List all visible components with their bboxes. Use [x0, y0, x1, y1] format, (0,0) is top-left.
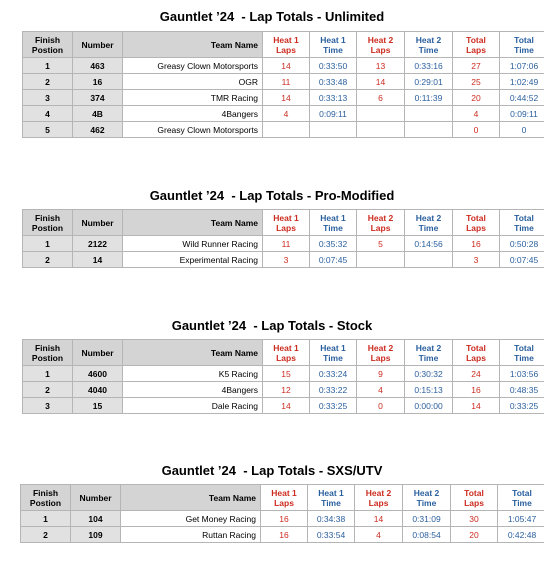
section-unlimited: [0, 0, 544, 150]
total-time-cell: 1:05:47: [498, 511, 544, 527]
total-laps-cell: 25: [453, 74, 500, 90]
heat2-laps-cell: 14: [357, 74, 405, 90]
team-name-header: Team Name: [123, 210, 263, 236]
total-time-header: Total Time: [500, 340, 544, 366]
heat1-time-header: Heat 1 Time: [310, 210, 357, 236]
number-cell: 15: [73, 398, 123, 414]
heat1-time-cell: 0:33:24: [310, 366, 357, 382]
total-time-cell: 0:33:25: [500, 398, 544, 414]
finish-position-cell: 3: [23, 90, 73, 106]
finish-position-cell: 3: [23, 398, 73, 414]
section-sxs-utv: [0, 454, 544, 549]
total-laps-header: Total Laps: [453, 340, 500, 366]
heat1-time-header: Heat 1 Time: [308, 485, 355, 511]
table-row: [23, 122, 544, 138]
heat2-time-cell: 0:11:39: [405, 90, 453, 106]
heat1-laps-cell: [263, 122, 310, 138]
total-time-cell: 1:02:49: [500, 74, 544, 90]
total-laps-cell: 24: [453, 366, 500, 382]
table-row: [23, 58, 544, 74]
team-name-cell: TMR Racing: [123, 90, 263, 106]
heat1-laps-cell: 14: [263, 58, 310, 74]
number-header: Number: [71, 485, 121, 511]
finish-position-header: Finish Postion: [21, 485, 71, 511]
heat2-laps-cell: [357, 122, 405, 138]
number-cell: 16: [73, 74, 123, 90]
section-title: Gauntlet ’24 - Lap Totals - SXS/UTV: [161, 463, 383, 478]
heat2-time-cell: 0:29:01: [405, 74, 453, 90]
team-name-header: Team Name: [123, 340, 263, 366]
section-title: Gauntlet ’24 - Lap Totals - Unlimited: [159, 9, 385, 24]
total-laps-header: Total Laps: [453, 210, 500, 236]
team-name-cell: Greasy Clown Motorsports: [123, 58, 263, 74]
number-cell: 104: [71, 511, 121, 527]
lap-totals-table: [20, 484, 544, 543]
heat1-time-cell: 0:33:25: [310, 398, 357, 414]
total-time-cell: 0: [500, 122, 544, 138]
total-time-cell: 0:48:35: [500, 382, 544, 398]
section-pro-modified: [0, 179, 544, 269]
total-time-header: Total Time: [500, 32, 544, 58]
heat2-time-header: Heat 2 Time: [405, 340, 453, 366]
heat1-laps-cell: 16: [261, 527, 308, 543]
total-laps-cell: 30: [451, 511, 498, 527]
total-laps-cell: 20: [451, 527, 498, 543]
section-stock: [0, 309, 544, 419]
heat1-laps-cell: 4: [263, 106, 310, 122]
table-row: [23, 74, 544, 90]
number-cell: 14: [73, 252, 123, 268]
heat2-time-cell: 0:30:32: [405, 366, 453, 382]
heat1-time-cell: [310, 122, 357, 138]
heat1-time-cell: 0:33:13: [310, 90, 357, 106]
total-laps-cell: 0: [453, 122, 500, 138]
total-time-cell: 0:44:52: [500, 90, 544, 106]
finish-position-cell: 1: [23, 366, 73, 382]
total-time-cell: 0:07:45: [500, 252, 544, 268]
heat1-laps-cell: 11: [263, 74, 310, 90]
heat1-laps-cell: 3: [263, 252, 310, 268]
finish-position-cell: 4: [23, 106, 73, 122]
table-row: [23, 252, 544, 268]
team-name-cell: 4Bangers: [123, 106, 263, 122]
lap-totals-table: [22, 209, 544, 268]
team-name-cell: Dale Racing: [123, 398, 263, 414]
heat1-laps-header: Heat 1 Laps: [261, 485, 308, 511]
heat1-time-cell: 0:33:22: [310, 382, 357, 398]
finish-position-cell: 1: [21, 511, 71, 527]
table-row: [23, 236, 544, 252]
total-laps-cell: 16: [453, 236, 500, 252]
heat1-time-cell: 0:09:11: [310, 106, 357, 122]
finish-position-cell: 2: [23, 74, 73, 90]
heat1-laps-header: Heat 1 Laps: [263, 210, 310, 236]
number-header: Number: [73, 32, 123, 58]
finish-position-cell: 2: [23, 252, 73, 268]
heat2-time-header: Heat 2 Time: [405, 210, 453, 236]
heat2-laps-cell: 0: [357, 398, 405, 414]
heat2-laps-header: Heat 2 Laps: [357, 340, 405, 366]
finish-position-header: Finish Postion: [23, 210, 73, 236]
heat2-time-header: Heat 2 Time: [405, 32, 453, 58]
heat2-time-header: Heat 2 Time: [403, 485, 451, 511]
heat2-laps-cell: 5: [357, 236, 405, 252]
total-time-cell: 0:09:11: [500, 106, 544, 122]
table-row: [23, 382, 544, 398]
heat2-time-cell: 0:33:16: [405, 58, 453, 74]
team-name-cell: 4Bangers: [123, 382, 263, 398]
header-row: [23, 340, 544, 366]
heat2-time-cell: [405, 122, 453, 138]
total-laps-header: Total Laps: [453, 32, 500, 58]
heat2-laps-cell: 14: [355, 511, 403, 527]
heat2-time-cell: 0:14:56: [405, 236, 453, 252]
team-name-header: Team Name: [121, 485, 261, 511]
total-laps-cell: 16: [453, 382, 500, 398]
heat1-laps-cell: 16: [261, 511, 308, 527]
team-name-cell: K5 Racing: [123, 366, 263, 382]
heat1-time-header: Heat 1 Time: [310, 340, 357, 366]
table-row: [23, 366, 544, 382]
heat1-laps-cell: 15: [263, 366, 310, 382]
heat1-time-cell: 0:35:32: [310, 236, 357, 252]
header-row: [23, 210, 544, 236]
section-title: Gauntlet ’24 - Lap Totals - Pro-Modified: [149, 188, 395, 203]
finish-position-cell: 1: [23, 236, 73, 252]
heat2-laps-cell: [357, 252, 405, 268]
table-row: [21, 511, 544, 527]
team-name-cell: Wild Runner Racing: [123, 236, 263, 252]
team-name-cell: Experimental Racing: [123, 252, 263, 268]
heat2-laps-cell: 13: [357, 58, 405, 74]
total-time-cell: 0:50:28: [500, 236, 544, 252]
total-time-cell: 1:03:56: [500, 366, 544, 382]
total-time-cell: 1:07:06: [500, 58, 544, 74]
number-header: Number: [73, 210, 123, 236]
table-row: [23, 106, 544, 122]
total-laps-cell: 4: [453, 106, 500, 122]
total-time-cell: 0:42:48: [498, 527, 544, 543]
heat1-laps-cell: 12: [263, 382, 310, 398]
heat1-laps-header: Heat 1 Laps: [263, 32, 310, 58]
finish-position-cell: 1: [23, 58, 73, 74]
lap-totals-table: [22, 31, 544, 138]
header-row: [23, 32, 544, 58]
heat1-laps-cell: 14: [263, 398, 310, 414]
number-cell: 4600: [73, 366, 123, 382]
finish-position-header: Finish Postion: [23, 32, 73, 58]
heat1-time-cell: 0:33:48: [310, 74, 357, 90]
finish-position-header: Finish Postion: [23, 340, 73, 366]
heat1-time-header: Heat 1 Time: [310, 32, 357, 58]
lap-totals-table: [22, 339, 544, 414]
total-time-header: Total Time: [498, 485, 544, 511]
heat1-laps-cell: 14: [263, 90, 310, 106]
finish-position-cell: 2: [21, 527, 71, 543]
number-cell: 4B: [73, 106, 123, 122]
team-name-header: Team Name: [123, 32, 263, 58]
heat2-laps-header: Heat 2 Laps: [357, 210, 405, 236]
number-cell: 463: [73, 58, 123, 74]
heat1-laps-header: Heat 1 Laps: [263, 340, 310, 366]
heat2-laps-cell: 9: [357, 366, 405, 382]
heat1-time-cell: 0:33:54: [308, 527, 355, 543]
heat2-laps-header: Heat 2 Laps: [355, 485, 403, 511]
section-title: Gauntlet ’24 - Lap Totals - Stock: [171, 318, 373, 333]
heat2-laps-cell: 6: [357, 90, 405, 106]
team-name-cell: Ruttan Racing: [121, 527, 261, 543]
number-cell: 374: [73, 90, 123, 106]
number-cell: 4040: [73, 382, 123, 398]
heat2-laps-cell: 4: [355, 527, 403, 543]
heat2-time-cell: [405, 106, 453, 122]
total-time-header: Total Time: [500, 210, 544, 236]
number-header: Number: [73, 340, 123, 366]
heat2-time-cell: 0:08:54: [403, 527, 451, 543]
table-row: [23, 90, 544, 106]
heat2-time-cell: 0:00:00: [405, 398, 453, 414]
team-name-cell: OGR: [123, 74, 263, 90]
heat1-time-cell: 0:34:38: [308, 511, 355, 527]
total-laps-header: Total Laps: [451, 485, 498, 511]
heat2-laps-cell: 4: [357, 382, 405, 398]
heat2-laps-cell: [357, 106, 405, 122]
team-name-cell: Get Money Racing: [121, 511, 261, 527]
heat2-time-cell: 0:31:09: [403, 511, 451, 527]
total-laps-cell: 14: [453, 398, 500, 414]
table-row: [23, 398, 544, 414]
heat1-time-cell: 0:33:50: [310, 58, 357, 74]
finish-position-cell: 5: [23, 122, 73, 138]
heat1-time-cell: 0:07:45: [310, 252, 357, 268]
heat2-time-cell: [405, 252, 453, 268]
number-cell: 2122: [73, 236, 123, 252]
total-laps-cell: 3: [453, 252, 500, 268]
header-row: [21, 485, 544, 511]
heat2-laps-header: Heat 2 Laps: [357, 32, 405, 58]
team-name-cell: Greasy Clown Motorsports: [123, 122, 263, 138]
number-cell: 109: [71, 527, 121, 543]
heat1-laps-cell: 11: [263, 236, 310, 252]
total-laps-cell: 20: [453, 90, 500, 106]
heat2-time-cell: 0:15:13: [405, 382, 453, 398]
number-cell: 462: [73, 122, 123, 138]
table-row: [21, 527, 544, 543]
finish-position-cell: 2: [23, 382, 73, 398]
total-laps-cell: 27: [453, 58, 500, 74]
